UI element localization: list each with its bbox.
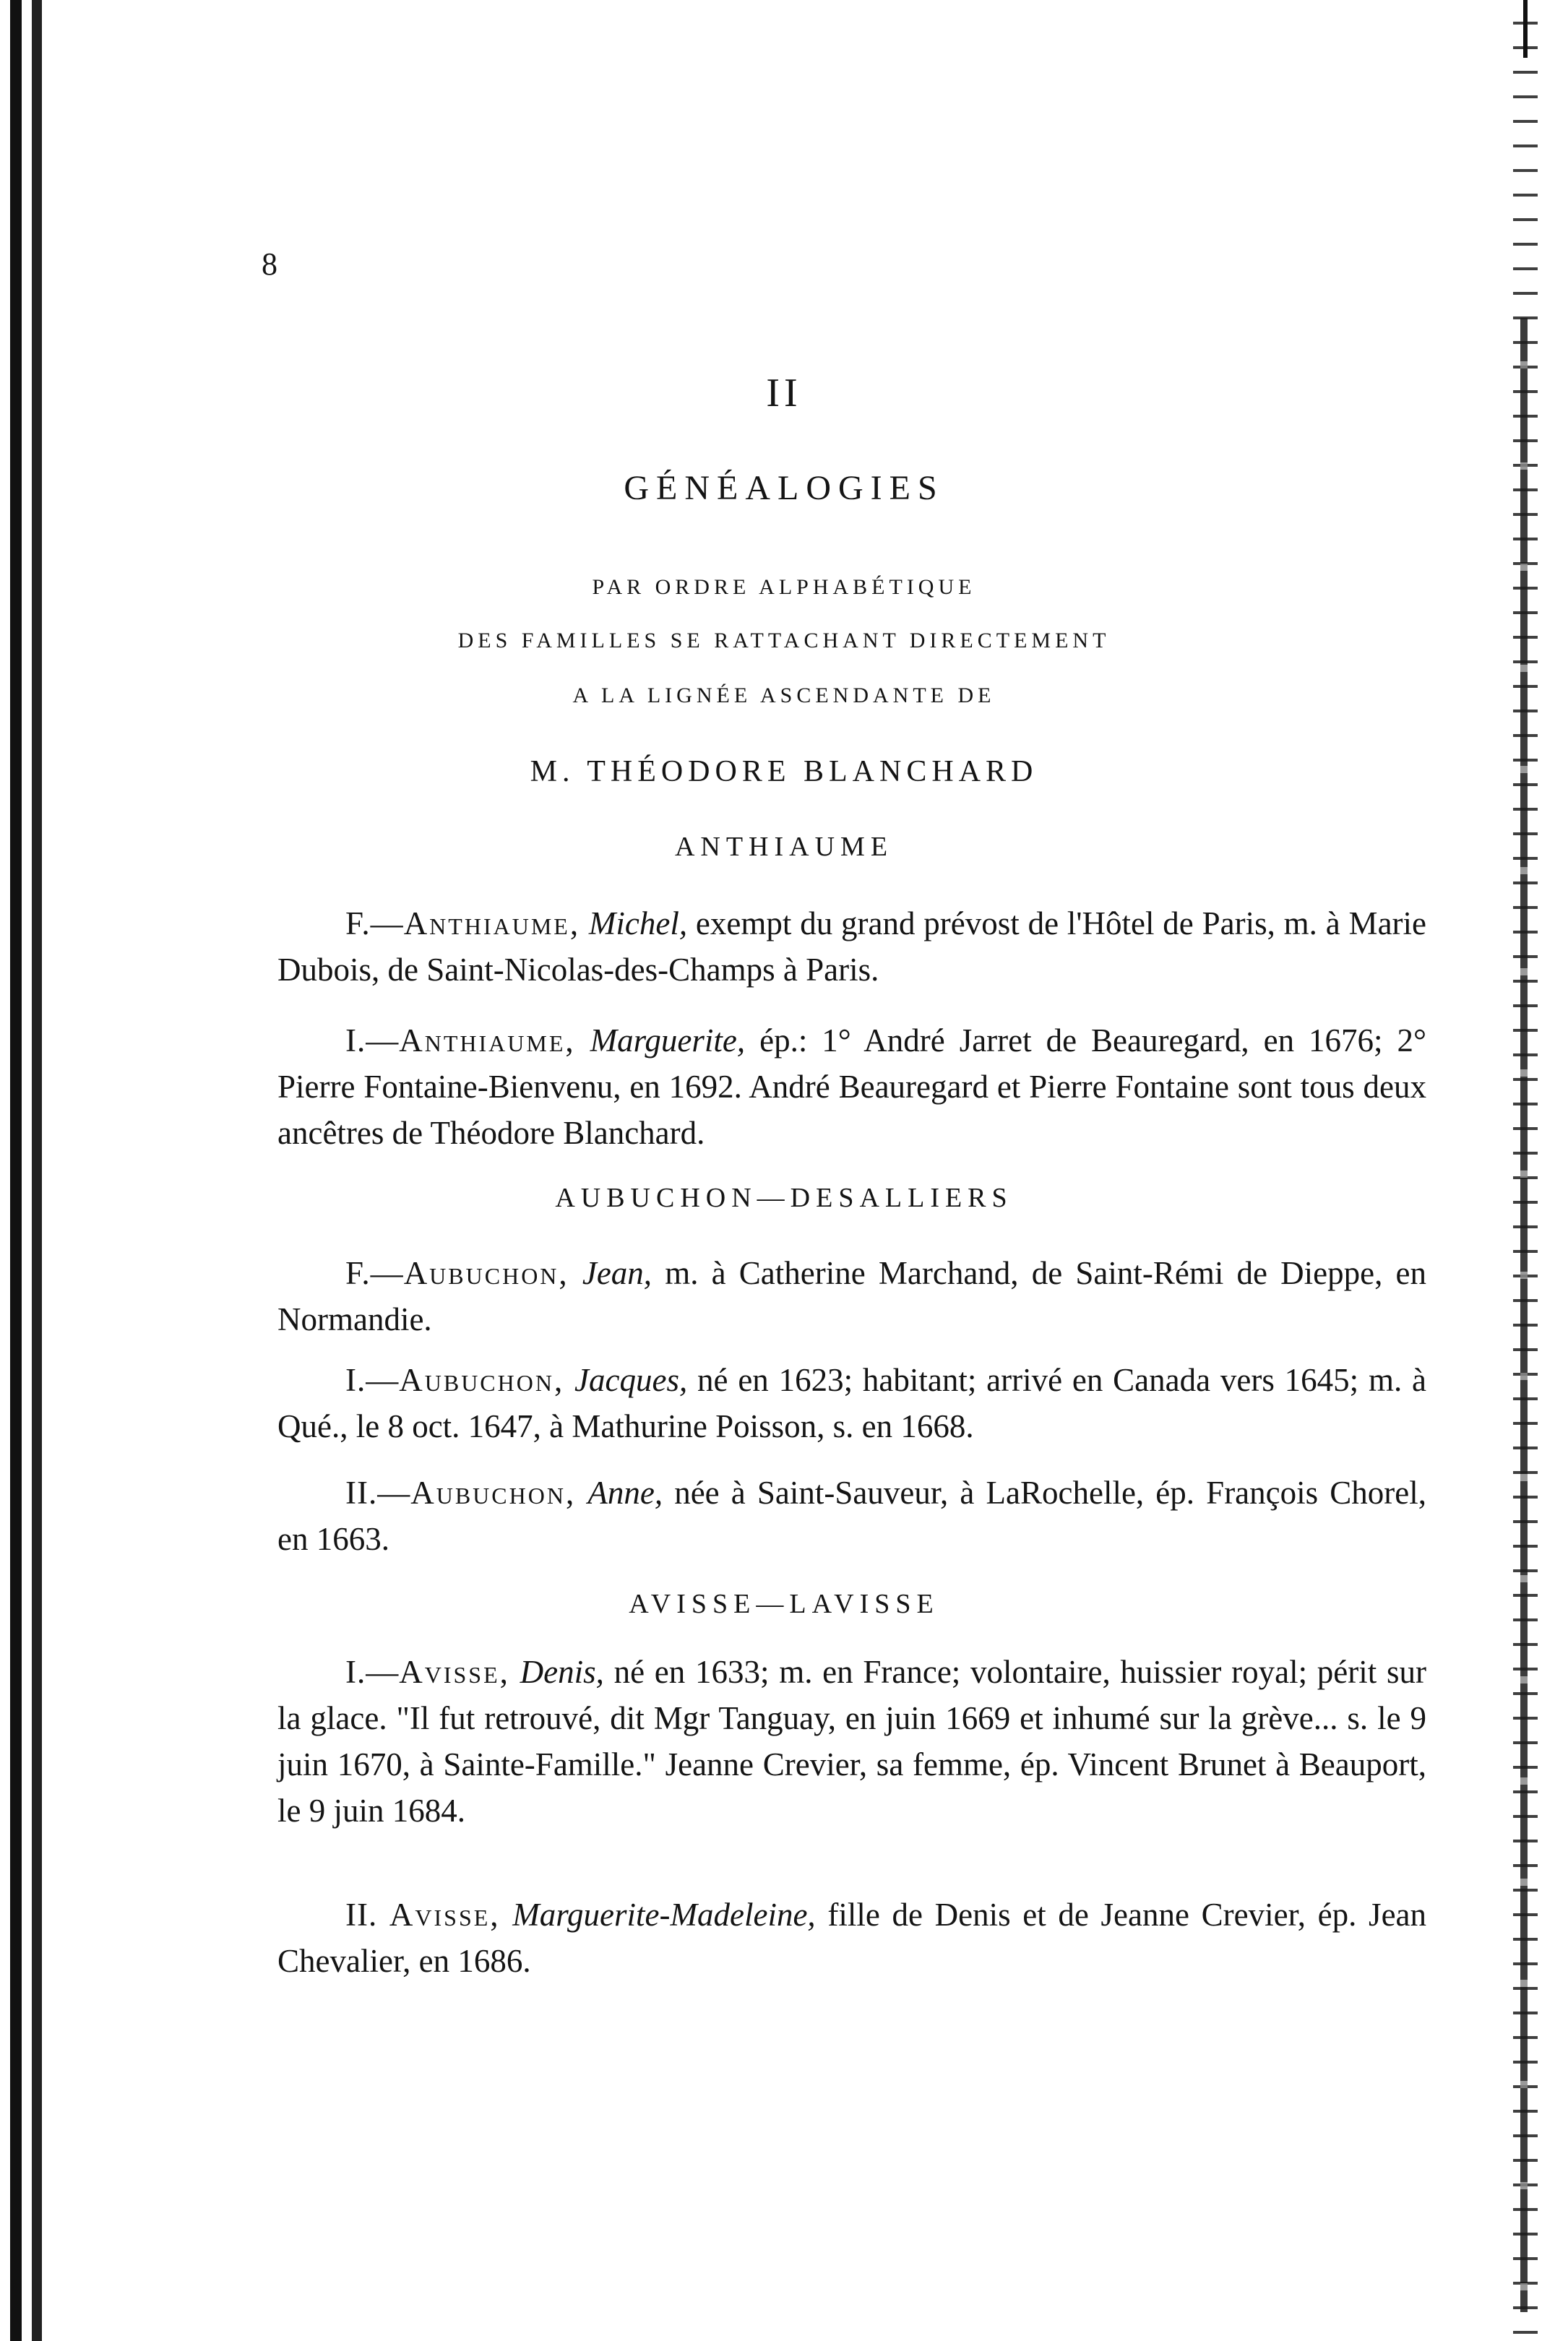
genealogy-entry [277,1250,1426,1342]
genealogy-entry [277,1470,1426,1562]
entry-given-name: Michel, [588,905,688,941]
scan-edge-right-top [1523,0,1528,58]
entry-given-name: Marguerite, [590,1022,746,1059]
entry-prefix: I.— [345,1654,400,1690]
entry-surname: Anthiaume, [403,905,581,941]
entry-prefix: I.— [345,1022,400,1059]
entry-prefix: II. [345,1897,378,1933]
page-number: 8 [262,246,279,282]
section-title: GÉNÉALOGIES [624,469,944,507]
entry-surname: Aubuchon, [399,1362,565,1398]
entry-text: ép.: 1° André Jarret de Beauregard, en 1676; 2° Pierre Fontaine-Bienvenu, en 1692. André Beauregard et Pierre Fontaine sont tous deux ancêtres de Théodore Blanchard. [277,1022,1427,1151]
genealogy-entry [277,1649,1426,1834]
entry-surname: Aubuchon, [410,1475,577,1511]
subtitle-line: A LA LIGNÉE ASCENDANTE DE [572,684,996,707]
section-numeral: II [766,371,802,415]
scan-edge-left-inner [32,0,42,2341]
entry-prefix: II.— [345,1475,411,1511]
genealogy-entry [277,900,1426,993]
entry-surname: Anthiaume, [399,1022,576,1059]
entry-given-name: Jean, [582,1255,652,1291]
entry-surname: Avisse, [389,1897,501,1933]
entry-prefix: I.— [345,1362,400,1398]
subtitle-line: DES FAMILLES SE RATTACHANT DIRECTEMENT [457,629,1111,652]
entry-surname: Aubuchon, [403,1255,569,1291]
entry-prefix: F.— [345,905,404,941]
entry-given-name: Marguerite-Madeleine, [512,1897,816,1933]
scan-edge-left [10,0,22,2341]
genealogy-entry [277,1017,1426,1156]
entry-text: exempt du grand prévost de l'Hôtel de Paris, m. à Marie Dubois, de Saint-Nicolas-des-Champs à Paris. [277,905,1426,988]
entry-text: née à Saint-Sauveur, à LaRochelle, ép. François Chorel, en 1663. [277,1475,1426,1557]
person-name: M. THÉODORE BLANCHARD [530,755,1038,788]
entry-given-name: Denis, [520,1654,604,1690]
genealogy-entry [277,1357,1426,1449]
entry-given-name: Anne, [587,1475,663,1511]
family-heading: AUBUCHON—DESALLIERS [555,1183,1013,1213]
entry-text: né en 1633; m. en France; volontaire, huissier royal; périt sur la glace. "Il fut retrouvé, dit Mgr Tanguay, en juin 1669 et inhumé sur la grève... s. le 9 juin 1670, à Sainte-Famille." Jeanne Crevier, sa femme, ép. Vincent Brunet à Beauport, le 9 juin 1684. [277,1654,1426,1829]
entry-given-name: Jacques, [574,1362,688,1398]
entry-surname: Avisse, [399,1654,510,1690]
family-heading: AVISSE—LAVISSE [629,1589,939,1619]
genealogy-entry [277,1892,1426,1984]
scan-edge-right-strip [1520,318,1528,2312]
entry-text: m. à Catherine Marchand, de Saint-Rémi de Dieppe, en Normandie. [277,1255,1426,1337]
entry-prefix: F.— [345,1255,404,1291]
entry-text: fille de Denis et de Jeanne Crevier, ép. Jean Chevalier, en 1686. [277,1897,1427,1979]
entry-text: né en 1623; habitant; arrivé en Canada vers 1645; m. à Qué., le 8 oct. 1647, à Mathurine Poisson, s. en 1668. [277,1362,1427,1444]
subtitle-line: PAR ORDRE ALPHABÉTIQUE [592,575,976,599]
family-heading: ANTHIAUME [674,832,894,862]
